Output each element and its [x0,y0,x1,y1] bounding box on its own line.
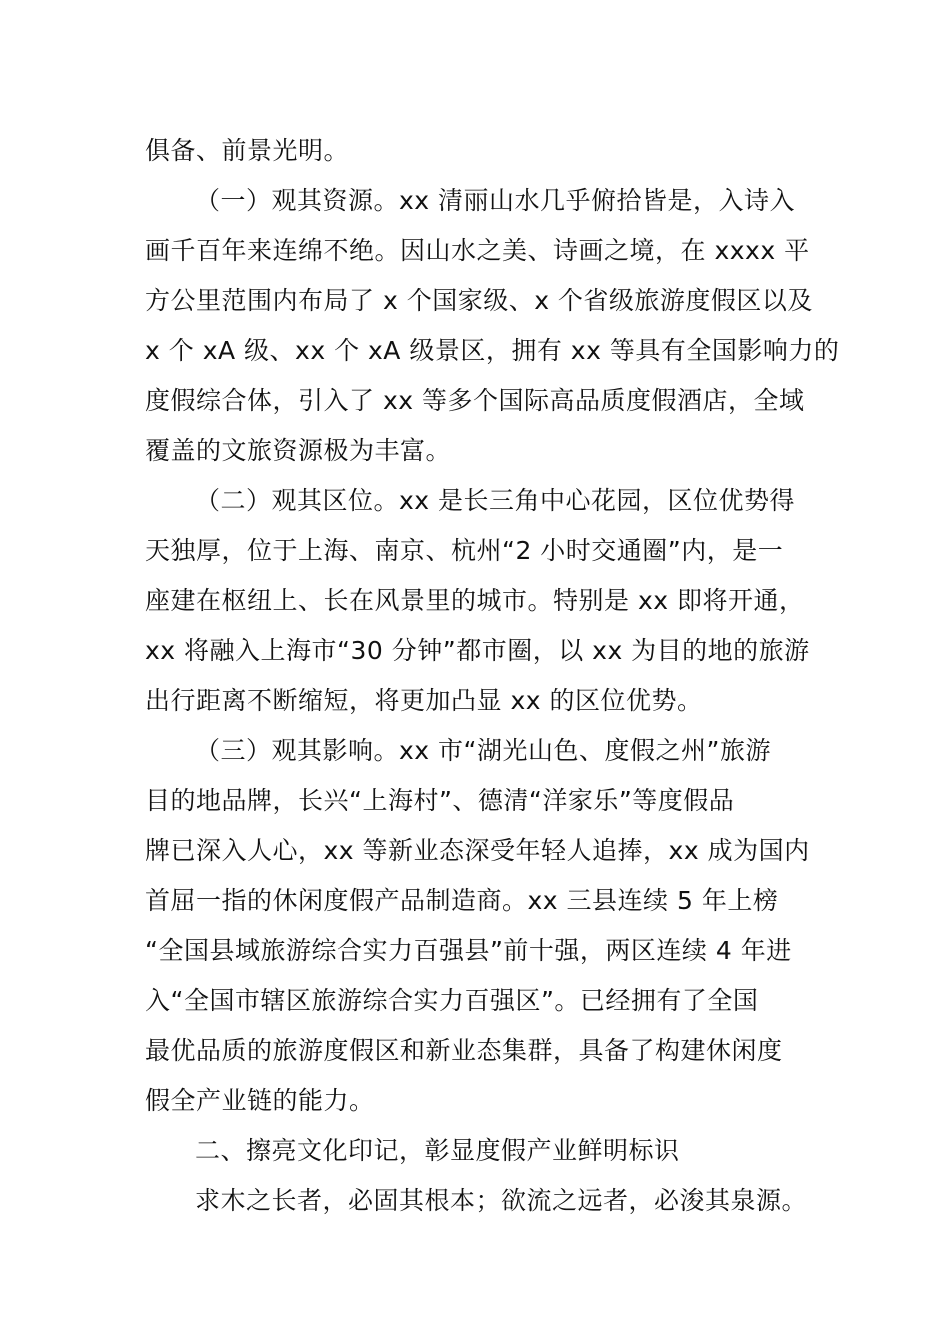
text-line: 座建在枢纽上、长在风景里的城市。特别是 xx 即将开通， [145,586,805,615]
text-line: 俱备、前景光明。 [145,136,350,165]
text-line: “全国县域旅游综合实力百强县”前十强，两区连续 4 年进 [145,936,792,965]
section-heading: 二、擦亮文化印记，彰显度假产业鲜明标识 [195,1136,680,1165]
text-line: 目的地品牌，长兴“上海村”、德清“洋家乐”等度假品 [145,786,735,815]
text-line: xx 将融入上海市“30 分钟”都市圈，以 xx 为目的地的旅游 [145,636,810,665]
text-line: 方公里范围内布局了 x 个国家级、x 个省级旅游度假区以及 [145,286,813,315]
paragraph-resources-start: （一）观其资源。xx 清丽山水几乎俯拾皆是，入诗入 [195,186,796,215]
text-line: 首屈一指的休闲度假产品制造商。xx 三县连续 5 年上榜 [145,886,779,915]
text-line: 覆盖的文旅资源极为丰富。 [145,436,452,465]
text-line: 最优品质的旅游度假区和新业态集群，具备了构建休闲度 [145,1036,783,1065]
text-line: 入“全国市辖区旅游综合实力百强区”。已经拥有了全国 [145,986,759,1015]
paragraph-culture-start: 求木之长者，必固其根本；欲流之远者，必浚其泉源。 [195,1186,808,1215]
text-line: 假全产业链的能力。 [145,1086,375,1115]
paragraph-location-start: （二）观其区位。xx 是长三角中心花园，区位优势得 [195,486,796,515]
text-line: 天独厚，位于上海、南京、杭州“2 小时交通圈”内，是一 [145,536,784,565]
text-line: 度假综合体，引入了 xx 等多个国际高品质度假酒店，全域 [145,386,805,415]
text-line: 画千百年来连绵不绝。因山水之美、诗画之境，在 xxxx 平 [145,236,810,265]
paragraph-influence-start: （三）观其影响。xx 市“湖光山色、度假之州”旅游 [195,736,771,765]
text-line: x 个 xA 级、xx 个 xA 级景区，拥有 xx 等具有全国影响力的 [145,336,840,365]
text-line: 牌已深入人心，xx 等新业态深受年轻人追捧，xx 成为国内 [145,836,810,865]
text-line: 出行距离不断缩短，将更加凸显 xx 的区位优势。 [145,686,703,715]
